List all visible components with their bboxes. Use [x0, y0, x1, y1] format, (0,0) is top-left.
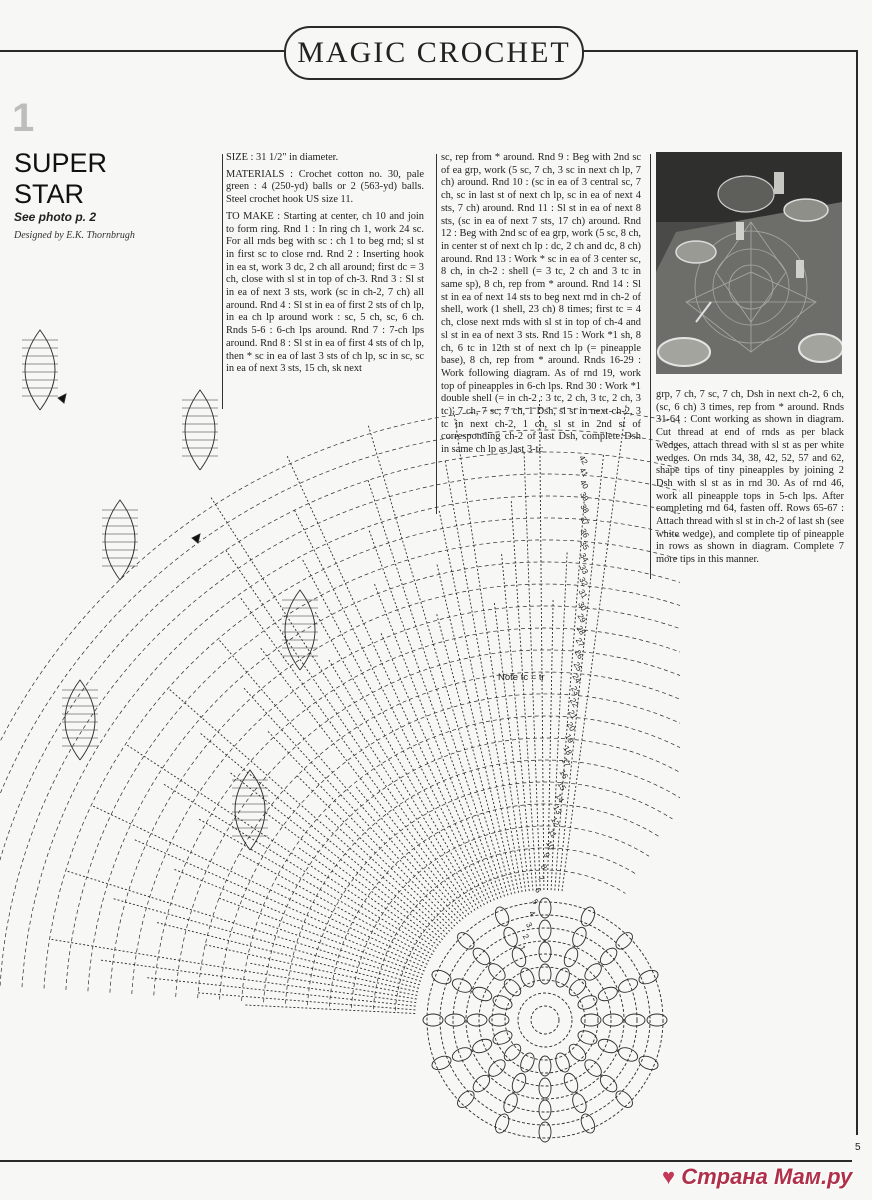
- chain-loop: [501, 925, 520, 948]
- pineapple-motif: [285, 590, 315, 670]
- chain-loop: [445, 1014, 465, 1026]
- round-label: 22: [567, 696, 581, 709]
- round-label: 38: [578, 502, 591, 515]
- round-label: 35: [578, 539, 591, 552]
- stitch-ray: [369, 531, 501, 898]
- round-label: 32: [577, 575, 590, 589]
- size-paragraph: SIZE : 31 1/2" in diameter.: [226, 152, 339, 163]
- round-label: 33: [577, 563, 590, 576]
- chain-loop: [576, 1028, 599, 1047]
- pineapple-motif: [65, 680, 95, 760]
- chain-loop: [423, 1014, 443, 1026]
- chain-loop: [501, 976, 524, 999]
- chain-loop: [562, 1071, 581, 1094]
- chain-round: [440, 915, 650, 1125]
- chain-loop: [617, 1045, 640, 1064]
- top-border-right: [580, 50, 858, 52]
- right-border: [856, 50, 858, 1135]
- cut-thread-wedge: [192, 534, 200, 543]
- crochet-diagram: [0, 250, 680, 1190]
- round-arc: [220, 694, 680, 1000]
- stitch-ray: [199, 732, 445, 937]
- round-label: 37: [578, 514, 591, 528]
- round-label: 19: [563, 732, 576, 745]
- round-label: 21: [566, 708, 579, 721]
- chain-loop: [637, 1054, 660, 1073]
- round-label: 14: [553, 792, 566, 805]
- chain-loop: [570, 1092, 589, 1115]
- round-label: 29: [575, 612, 588, 625]
- chain-loop: [596, 985, 619, 1004]
- stitch-ray: [524, 450, 540, 890]
- chain-loop: [539, 964, 551, 984]
- round-label: 25: [571, 660, 584, 673]
- chain-round: [505, 980, 585, 1060]
- chain-loop: [501, 1041, 524, 1064]
- stitch-ray: [196, 993, 415, 1010]
- stitch-ray: [501, 552, 533, 891]
- chain-loop: [471, 985, 494, 1004]
- round-label: 11: [546, 827, 559, 840]
- chain-loop: [617, 976, 640, 995]
- stitch-ray: [303, 560, 485, 905]
- round-label: 1: [517, 944, 528, 953]
- chain-loop: [450, 976, 473, 995]
- round-label: 42: [577, 453, 590, 467]
- round-label: 4: [527, 909, 538, 918]
- round-label: 40: [577, 478, 591, 491]
- stitch-ray: [241, 598, 469, 914]
- chain-round: [492, 967, 598, 1073]
- round-label: 8: [538, 862, 549, 872]
- heart-icon: ♥: [662, 1164, 676, 1189]
- chain-loop: [539, 1100, 551, 1120]
- pattern-title: SUPER STAR: [14, 148, 108, 209]
- chain-loop: [603, 1014, 623, 1026]
- pineapple-motif: [105, 500, 135, 580]
- chain-loop: [491, 1028, 514, 1047]
- stitch-ray: [453, 407, 526, 892]
- doily-photo: [656, 152, 842, 374]
- stitch-ray: [99, 960, 416, 1003]
- stitch-ray: [157, 923, 419, 989]
- chain-round: [427, 902, 663, 1138]
- chain-loop: [518, 1051, 537, 1074]
- round-label: 17: [559, 756, 572, 769]
- chain-loop: [582, 961, 605, 984]
- stitch-ray: [511, 501, 536, 890]
- pattern-number: 1: [12, 96, 35, 140]
- stitch-ray: [326, 816, 450, 932]
- chain-loop: [510, 1071, 529, 1094]
- chain-loop: [637, 968, 660, 987]
- see-photo-reference: See photo p. 2: [14, 210, 97, 224]
- round-arc: [0, 452, 680, 984]
- round-label: 31: [576, 587, 590, 601]
- stitch-ray: [217, 897, 423, 974]
- chain-loop: [539, 920, 551, 940]
- chain-round: [479, 954, 611, 1086]
- watermark-text: Страна Мам.ру: [681, 1164, 853, 1189]
- chain-loop: [450, 1045, 473, 1064]
- stitch-ray: [439, 511, 518, 893]
- chain-loop: [470, 945, 493, 968]
- diagram-note: Note tc = tr: [498, 672, 545, 683]
- chain-loop: [566, 976, 589, 999]
- round-label: 7: [535, 874, 546, 883]
- round-label: 34: [577, 551, 591, 564]
- top-border: [0, 50, 284, 52]
- chain-loop: [597, 945, 620, 968]
- round-arc: [110, 584, 680, 993]
- round-arc: [242, 716, 680, 1001]
- round-label: 36: [578, 527, 591, 540]
- chain-loop: [518, 966, 537, 989]
- chain-loop: [579, 905, 598, 928]
- round-label: 28: [574, 624, 587, 637]
- stitch-ray: [133, 839, 426, 968]
- page-number: 5: [855, 1142, 861, 1153]
- chain-round: [531, 1006, 559, 1034]
- chain-loop: [471, 1037, 494, 1056]
- stitch-ray: [445, 459, 522, 892]
- materials-paragraph: MATERIALS : Crochet cotton no. 30, pale green : 4 (250-yd) balls or 2 (563-yd) balls. Steel crochet hook US size 11.: [226, 168, 424, 206]
- instructions-paragraph: grp, 7 ch, 7 sc, 7 ch, Dsh in next ch-2, 6 ch, (sc, 6 ch) 3 times, rep from * around. Rnds 31-64 : Cont working as shown in diagram. Cut thread at end of rnds as per black wedges, attach thread with sl st as per white wedges. On rnds 34, 38, 42, 52, 57 and 62, shape tips of tiny pineapples by joining 2 Dsh with sl st as in rnd 30. As of rnd 46, work all pineapple tops in 5-ch lps. After completing rnd 64, fasten off. Rows 65-67 : Attach thread with sl st in ch-2 of last sh (see white wedge), and complete tip of pineapple in rows as shown in diagram. Complete 7 more tips in this manner.: [656, 389, 844, 566]
- round-label: 27: [573, 636, 587, 649]
- round-label: 26: [572, 648, 586, 661]
- round-label: 9: [541, 851, 552, 860]
- chain-loop: [625, 1014, 645, 1026]
- stitch-ray: [540, 400, 544, 890]
- chain-loop: [501, 1092, 520, 1115]
- stitch-ray: [203, 944, 418, 992]
- cut-thread-wedge: [58, 394, 66, 403]
- chain-loop: [539, 1078, 551, 1098]
- stitch-ray: [243, 687, 458, 924]
- stitch-ray: [93, 806, 427, 964]
- designer-credit: Designed by E.K. Thornbrugh: [14, 230, 135, 241]
- chain-loop: [486, 961, 509, 984]
- stitch-ray: [112, 898, 420, 985]
- stitch-ray: [494, 603, 529, 891]
- round-label: 24: [570, 672, 583, 685]
- chain-loop: [539, 1056, 551, 1076]
- round-label: 39: [578, 490, 591, 503]
- chain-round: [518, 993, 572, 1047]
- chain-loop: [430, 968, 453, 987]
- chain-loop: [539, 1122, 551, 1142]
- round-label: 5: [530, 897, 541, 907]
- chain-round: [453, 928, 637, 1112]
- chain-loop: [553, 966, 572, 989]
- chain-loop: [570, 925, 589, 948]
- round-label: 41: [577, 466, 590, 479]
- stitch-ray: [329, 660, 478, 909]
- round-label: 2: [520, 932, 531, 941]
- chain-loop: [491, 993, 514, 1012]
- site-watermark: [662, 1164, 852, 1190]
- chain-loop: [566, 1041, 589, 1064]
- round-label: 6: [533, 886, 544, 895]
- pineapple-motif: [25, 330, 55, 410]
- chain-loop: [562, 946, 581, 969]
- stitch-ray: [245, 1005, 415, 1014]
- stitch-ray: [294, 508, 488, 903]
- chain-loop: [553, 1051, 572, 1074]
- pineapple-motif: [185, 390, 215, 470]
- stitch-ray: [260, 647, 467, 917]
- round-label: 20: [564, 720, 578, 733]
- to-make-paragraph: TO MAKE : Starting at center, ch 10 and join to form ring. Rnd 1 : In ring ch 1, work 24 sc. For all rnds beg with sc : ch 1 to beg rnd; sl st in first sc to close rnd. Rnd 2 : Inserting hook in ea st, work 3 dc, 2 ch all around; first dc = 3 ch, close with sl st in top of ch-3. Rnd 3 : Sl st in ea of next 3 sts, work (sc in ch-2, 7 ch) all around. Rnd 4 : Sl st in ea of first 2 sts of ch lp, in ea ch lp around work : sc, 5 ch, sc, 6 ch. Rnds 5-6 : 6-ch lps around. Rnd 7 : 7-ch lps around. Rnd 8 : Sl st in ea of first 4 sts of ch lp, then * sc in ea of last 3 sts of ch lp, sc in sc, sc in ea of next 3 sts, 15 ch, sk next: [226, 210, 424, 375]
- stitch-ray: [238, 853, 431, 958]
- round-arc: [0, 430, 680, 983]
- chain-loop: [576, 993, 599, 1012]
- stitch-ray: [278, 884, 430, 961]
- stitch-ray: [68, 871, 421, 981]
- stitch-ray: [437, 563, 515, 894]
- stitch-ray: [268, 731, 455, 926]
- chain-loop: [467, 1014, 487, 1026]
- round-label: 15: [555, 780, 568, 793]
- round-label: 13: [551, 803, 564, 817]
- stitch-ray: [162, 783, 434, 951]
- round-label: 23: [569, 684, 582, 697]
- instructions-paragraph: sc, rep from * around. Rnd 9 : Beg with 2nd sc of ea grp, work (5 sc, 7 ch, 3 sc in next ch lp, 7 ch) around. Rnd 10 : (sc in ea of 3 central sc, 7 ch, sc in last st of next ch lp, sc in ea of next 4 sts, 7 ch) around. Rnd 11 : Sl st in ea of next 8 sts, (sc in ea of next 7 sts, 17 ch) around. Rnd 12 : Beg with 2nd sc of ea grp, work (5 sc, 8 ch, in center st of next ch lp : dc, 2 ch and dc, 8 ch) around. Rnd 13 : Work * sc in ea of 3 center sc, 8 ch, in ch-2 : shell (= 3 tc, 2 ch and 3 tc in same sp), 8 ch, rep from * around. Rnd 14 : Sl st in ea of next 14 sts to beg next rnd in ch-2 of shell, work (1 shell, 23 ch) 8 times; first tc = 4 ch, close next rnds with sl st in top of ch-4 and sl st in ea of next 3 sts. Rnd 15 : Work *1 sh, 8 ch, 6 tc in 12th st of next ch lp (= pineapple base), 8 ch, rep from * around. Rnds 16-29 : Work following diagram. As of rnd 19, work top of pineapples in 6-ch lps. Rnd 30 : Work *1 double shell (= in ch-2 : 3 tc, 2 ch, 3 tc, 2 ch, 3 tc), 7 ch, 7 sc, 7 ch, 1 Dsh, sl st in next ch-2, 3 tc in next ch-2, 1 ch, sl st in 2nd st of corresponding ch-2 of last Dsh, complete Dsh in same ch lp as last 3-tc: [441, 152, 641, 456]
- instructions-column-3: [656, 389, 844, 567]
- stitch-ray: [250, 963, 417, 995]
- chain-loop: [493, 905, 512, 928]
- chain-loop: [539, 942, 551, 962]
- round-arc: [0, 474, 680, 986]
- chain-loop: [493, 1112, 512, 1135]
- round-label: 16: [557, 768, 570, 781]
- stitch-ray: [52, 939, 417, 999]
- stitch-ray: [287, 456, 491, 902]
- stitch-ray: [170, 690, 448, 935]
- round-label: 3: [523, 920, 534, 930]
- round-label: 30: [576, 600, 589, 613]
- round-label: 12: [548, 815, 562, 828]
- magazine-banner: MAGIC CROCHET: [284, 26, 584, 80]
- round-arc: [329, 804, 660, 1006]
- chain-loop: [596, 1037, 619, 1056]
- round-label: 18: [561, 744, 574, 757]
- round-arc: [176, 650, 680, 997]
- round-label: 10: [543, 839, 557, 852]
